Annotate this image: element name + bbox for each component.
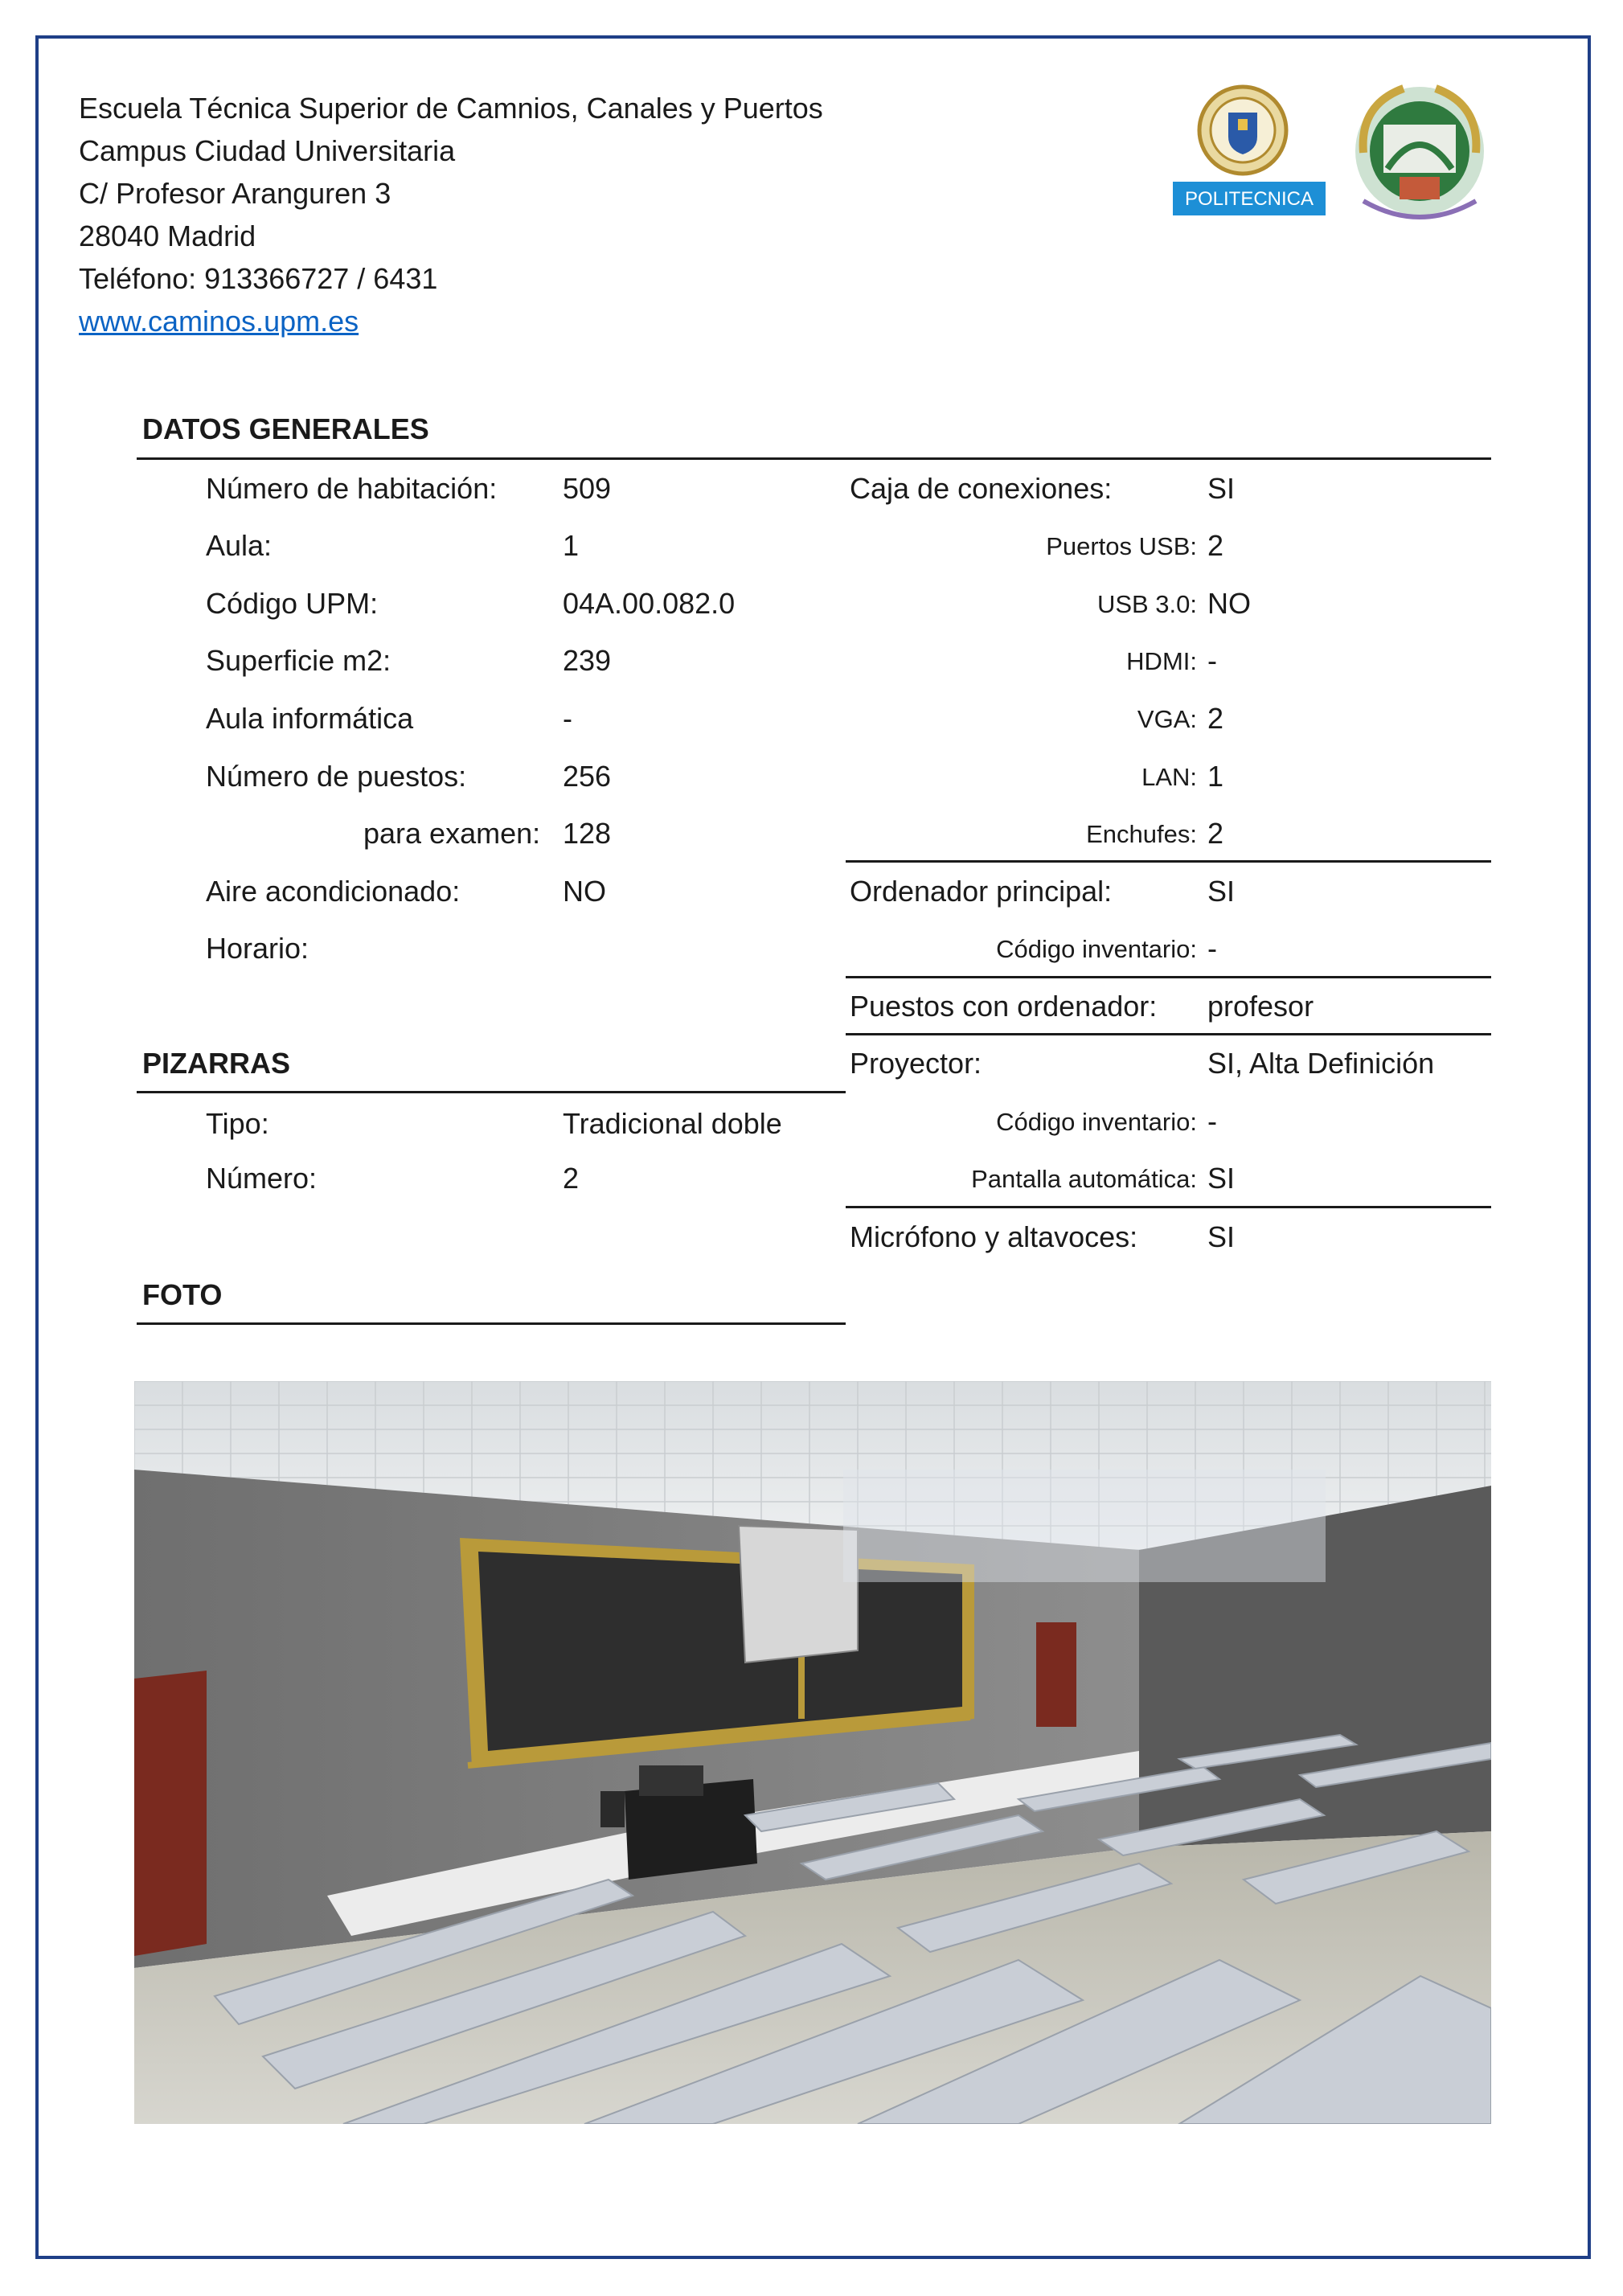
field-value: 128 (563, 817, 612, 850)
field-label: Código inventario: (996, 1108, 1197, 1136)
field-label: HDMI: (1126, 647, 1197, 675)
field-label: VGA: (1137, 705, 1197, 733)
field-value: 1 (563, 529, 580, 562)
divider (846, 1206, 1491, 1208)
field-label: Micrófono y altavoces: (850, 1220, 1138, 1253)
city: 28040 Madrid (79, 219, 256, 252)
section-rule (137, 1322, 846, 1325)
section-pizarras: PIZARRAS (142, 1047, 291, 1080)
field-label: Proyector: (850, 1047, 982, 1080)
field-label: Enchufes: (1086, 820, 1197, 848)
field-value: 2 (1207, 529, 1224, 562)
field-label: LAN: (1141, 763, 1197, 791)
school-name: Escuela Técnica Superior de Camnios, Canales y Puertos (79, 92, 823, 125)
field-value: profesor (1207, 990, 1314, 1023)
website-link[interactable]: www.caminos.upm.es (79, 305, 359, 338)
field-label: Aula: (206, 529, 273, 562)
field-value: 2 (563, 1162, 580, 1195)
field-value: 1 (1207, 760, 1224, 793)
field-label: Número de habitación: (206, 472, 498, 505)
field-value: NO (563, 875, 606, 908)
divider (846, 860, 1491, 863)
field-value: SI, Alta Definición (1207, 1047, 1435, 1080)
field-label: Código UPM: (206, 587, 379, 620)
classroom-photo (134, 1381, 1491, 2124)
field-value: SI (1207, 472, 1236, 505)
field-value: 509 (563, 472, 612, 505)
field-label: Horario: (206, 932, 309, 965)
section-foto: FOTO (142, 1278, 223, 1311)
logos (1170, 80, 1484, 225)
upm-logo (1173, 87, 1326, 215)
field-value: Tradicional doble (563, 1107, 782, 1140)
address-block (79, 87, 823, 342)
field-label: Pantalla automática: (971, 1165, 1197, 1193)
section-rule (137, 457, 1491, 460)
field-value: - (1207, 1105, 1217, 1138)
field-label: Aire acondicionado: (206, 875, 461, 908)
field-value: - (1207, 644, 1217, 677)
campus-name: Campus Ciudad Universitaria (79, 134, 456, 167)
field-value: - (1207, 932, 1217, 965)
field-value: 2 (1207, 702, 1224, 735)
field-label: Puestos con ordenador: (850, 990, 1158, 1023)
field-label: Código inventario: (996, 935, 1197, 963)
upm-logo-label: POLITECNICA (1184, 188, 1314, 210)
section-datos-generales: DATOS GENERALES (142, 412, 429, 445)
field-value: NO (1207, 587, 1251, 620)
field-label: Caja de conexiones: (850, 472, 1113, 505)
divider (846, 976, 1491, 978)
field-value: SI (1207, 1162, 1236, 1195)
field-label: Puertos USB: (1046, 532, 1197, 560)
field-value: 2 (1207, 817, 1224, 850)
field-value: - (563, 702, 572, 735)
field-label: Número de puestos: (206, 760, 467, 793)
field-label: Tipo: (206, 1107, 269, 1140)
field-label: Número: (206, 1162, 318, 1195)
field-value: SI (1207, 875, 1236, 908)
field-label: Ordenador principal: (850, 875, 1113, 908)
field-label: USB 3.0: (1096, 590, 1197, 618)
phone: Teléfono: 913366727 / 6431 (79, 262, 438, 295)
field-label: Aula informática (206, 702, 414, 735)
field-value: 04A.00.082.0 (563, 587, 736, 620)
field-label: Superficie m2: (206, 644, 391, 677)
section-rule (137, 1091, 846, 1093)
field-value: SI (1207, 1220, 1236, 1253)
field-value: 256 (563, 760, 612, 793)
divider (846, 1033, 1491, 1035)
field-label: para examen: (363, 817, 541, 850)
caminos-logo (1355, 87, 1484, 217)
street-address: C/ Profesor Aranguren 3 (79, 177, 391, 210)
field-value: 239 (563, 644, 612, 677)
